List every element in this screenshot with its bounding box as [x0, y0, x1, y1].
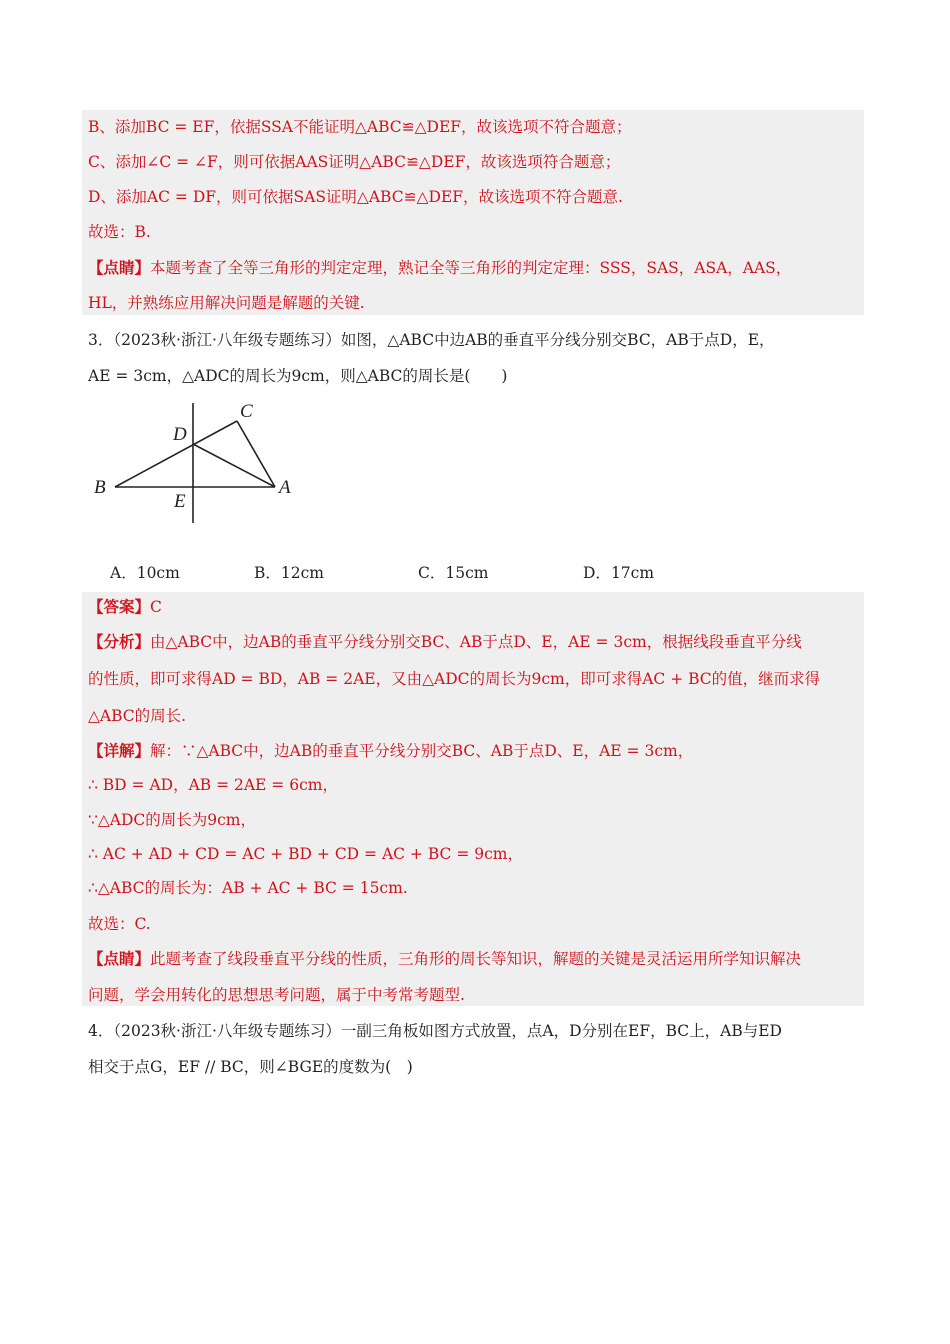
detail-line-1 — [88, 741, 693, 761]
detail-line-2: ∴ BD = AD，AB = 2AE = 6cm， — [88, 776, 338, 794]
detail-line-4: ∴ AC + AD + CD = AC + BD + CD = AC + BC = 9cm， — [88, 845, 523, 863]
option-d — [583, 561, 654, 583]
dianjing-line-2: HL，并熟练应用解决问题是解题的关键. — [88, 294, 365, 312]
option-d-value: 17cm — [610, 564, 655, 582]
dianjing-tag: 【点睛】 — [88, 258, 151, 277]
label-b: B — [94, 477, 106, 498]
solution-block-2 — [82, 592, 864, 1006]
option-d-analysis: D、添加AC = DF，则可依据SAS证明△ABC≌△DEF，故该选项不符合题意. — [88, 188, 623, 206]
option-b-analysis: B、添加BC = EF，依据SSA不能证明△ABC≌△DEF，故该选项不符合题意； — [88, 118, 632, 136]
detail-text-1: 解：∵△ABC中，边AB的垂直平分线分别交BC、AB于点D、E，AE = 3cm， — [150, 742, 694, 760]
dianjing-2-tag: 【点睛】 — [88, 949, 151, 968]
label-d: D — [173, 424, 187, 445]
option-c — [418, 561, 488, 583]
detail-tag: 【详解】 — [88, 741, 151, 760]
answer-value: C — [150, 598, 162, 616]
choice-line: 故选：B. — [88, 223, 151, 241]
label-c: C — [240, 401, 253, 422]
option-c-value: 15cm — [445, 564, 489, 582]
option-d-letter: D． — [583, 564, 611, 582]
dianjing-2-line-2: 问题，学会用转化的思想思考问题，属于中考常考题型. — [88, 986, 465, 1004]
analysis-tag: 【分析】 — [88, 632, 151, 651]
detail-line-5: ∴△ABC的周长为：AB + AC + BC = 15cm. — [88, 879, 408, 897]
question-4-line-1: 4．（2023秋·浙江·八年级专题练习）一副三角板如图方式放置，点A，D分别在EF，BC上，AB与ED — [88, 1022, 782, 1040]
dianjing-2-text: 此题考查了线段垂直平分线的性质，三角形的周长等知识，解题的关键是灵活运用所学知识解决 — [150, 950, 802, 968]
option-a-letter: A． — [110, 564, 137, 582]
answer-tag: 【答案】 — [88, 597, 151, 616]
analysis-text-1: 由△ABC中，边AB的垂直平分线分别交BC、AB于点D、E，AE = 3cm，根据线段垂直平分线 — [150, 633, 802, 651]
analysis-line-3: △ABC的周长. — [88, 707, 187, 725]
analysis-line-1 — [88, 632, 802, 652]
detail-line-3: ∵△ADC的周长为9cm， — [88, 811, 257, 829]
option-b — [254, 561, 324, 583]
option-b-letter: B． — [254, 564, 281, 582]
choice-line-2: 故选：C. — [88, 915, 151, 933]
answer-line — [88, 597, 162, 617]
question-3-line-2: AE = 3cm，△ADC的周长为9cm，则△ABC的周长是( ) — [88, 367, 508, 385]
dianjing-line-1 — [88, 258, 791, 278]
option-a — [110, 561, 180, 583]
triangle-figure — [80, 395, 310, 530]
label-a: A — [279, 477, 291, 498]
option-b-value: 12cm — [280, 564, 324, 582]
question-4-line-2: 相交于点G，EF // BC，则∠BGE的度数为( ) — [88, 1058, 413, 1076]
option-a-value: 10cm — [136, 564, 180, 582]
dianjing-2-line-1 — [88, 949, 801, 969]
option-c-analysis: C、添加∠C = ∠F，则可依据AAS证明△ABC≌△DEF，故该选项符合题意； — [88, 153, 621, 171]
analysis-line-2: 的性质，即可求得AD = BD，AB = 2AE，又由△ADC的周长为9cm，即可求得AC + BC的值，继而求得 — [88, 670, 821, 688]
question-3-line-1: 3．（2023秋·浙江·八年级专题练习）如图，△ABC中边AB的垂直平分线分别交BC，AB于点D，E， — [88, 331, 775, 349]
label-e: E — [174, 491, 186, 512]
dianjing-text: 本题考查了全等三角形的判定定理，熟记全等三角形的判定定理：SSS，SAS，ASA，AAS， — [150, 259, 792, 277]
option-c-letter: C． — [418, 564, 446, 582]
solution-block-1 — [82, 110, 864, 315]
